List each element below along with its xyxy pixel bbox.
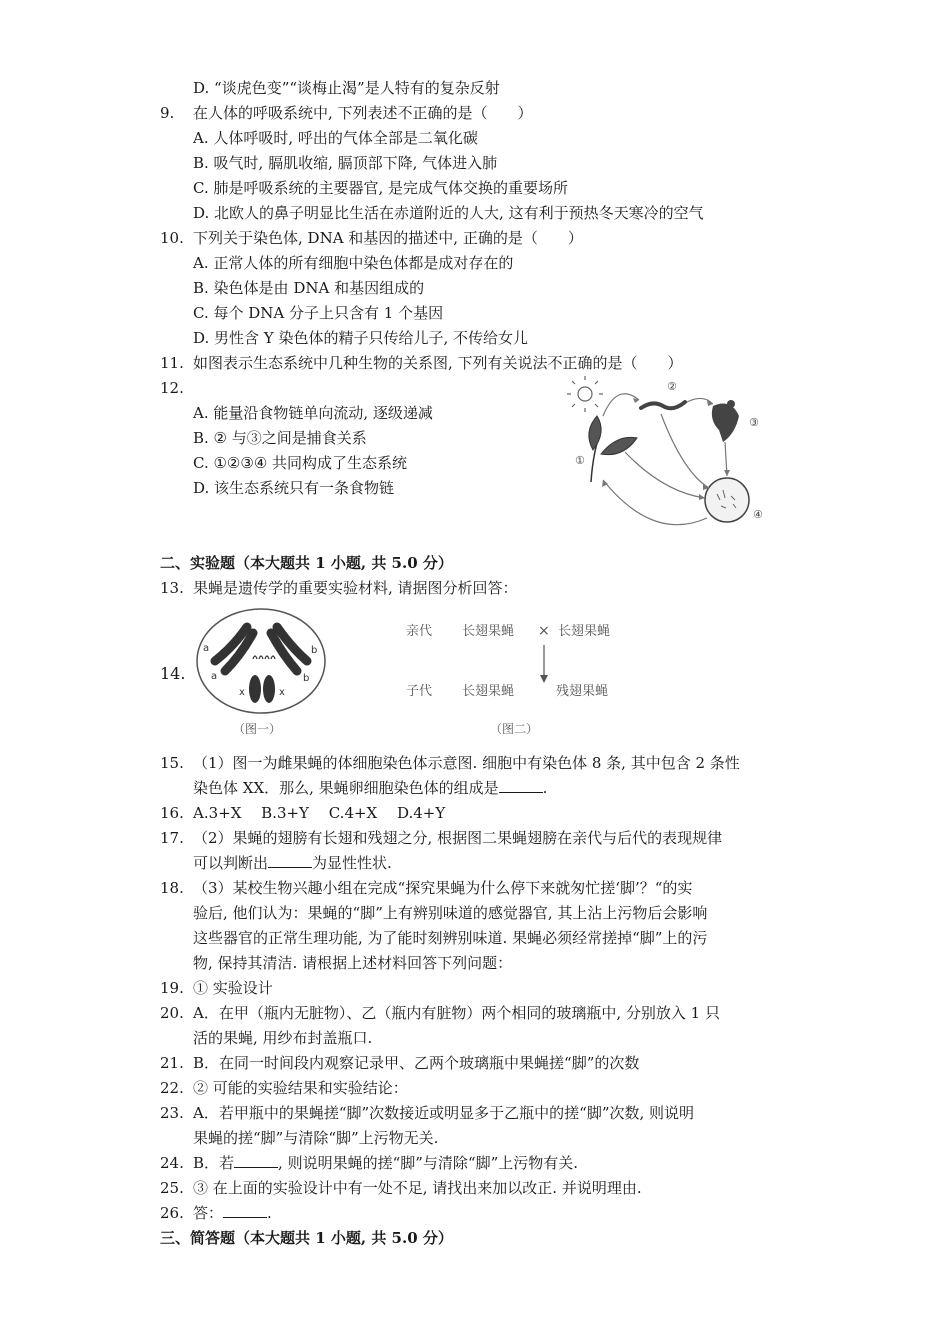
answer-blank[interactable] — [234, 1153, 278, 1168]
question-11: 如图表示生态系统中几种生物的关系图, 下列有关说法不正确的是（ ） — [193, 354, 683, 372]
question-15-line1: （1）图一为雌果蝇的体细胞染色体示意图. 细胞中有染色体 8 条, 其中包含 2 条性 — [193, 754, 740, 772]
question-number: 24. — [160, 1154, 184, 1172]
question-number: 16. — [160, 804, 184, 822]
chrom-label: b — [303, 673, 310, 684]
question-number: 13. — [160, 579, 184, 597]
chromosome — [263, 675, 275, 703]
child-label: 子代 — [406, 684, 433, 699]
chrom-label: a — [203, 643, 210, 654]
fig1-caption: （图一） — [233, 722, 282, 736]
question-18-line1: （3）某校生物兴趣小组在完成“探究果蝇为什么停下来就匆忙搓‘脚’？“的实 — [193, 879, 693, 897]
question-number: 21. — [160, 1054, 184, 1072]
question-number: 18. — [160, 879, 184, 897]
eco-label-4: ④ — [753, 508, 763, 521]
question-22: ② 可能的实验结果和实验结论： — [193, 1079, 408, 1097]
question-18-line3: 这些器官的正常生理功能, 为了能时刻辨别味道. 果蝇必须经常搓掉“脚”上的污 — [193, 929, 708, 947]
chrom-label: x — [279, 687, 285, 698]
question-17-line2 — [193, 853, 392, 873]
question-number: 19. — [160, 979, 184, 997]
question-10: 下列关于染色体, DNA 和基因的描述中, 正确的是（ ） — [193, 229, 583, 247]
question-18-line2: 验后, 他们认为：果蝇的“脚”上有辨别味道的感觉器官, 其上沾上污物后会影响 — [193, 904, 708, 922]
question-17-line1: （2）果蝇的翅膀有长翅和残翅之分, 根据图二果蝇翅膀在亲代与后代的表现规律 — [193, 829, 723, 847]
question-number: 26. — [160, 1204, 184, 1222]
text: . — [542, 779, 548, 797]
q8-option-d: D. “谈虎色变”“谈梅止渴”是人特有的复杂反射 — [193, 79, 500, 97]
ecosystem-figure — [563, 372, 778, 532]
section-3-heading: 三、简答题（本大题共 1 小题, 共 5.0 分） — [160, 1229, 453, 1247]
fly-cross-figure — [400, 615, 640, 740]
cross-symbol: × — [538, 623, 550, 639]
eco-label-2: ② — [667, 380, 677, 393]
q12-option-a: A. 能量沿食物链单向流动, 逐级递减 — [193, 404, 433, 422]
question-9: 在人体的呼吸系统中, 下列表述不正确的是（ ） — [193, 104, 533, 122]
q10-option-b: B. 染色体是由 DNA 和基因组成的 — [193, 279, 425, 297]
question-number: 20. — [160, 1004, 184, 1022]
q9-option-b: B. 吸气时, 膈肌收缩, 膈顶部下降, 气体进入肺 — [193, 154, 498, 172]
question-19: ① 实验设计 — [193, 979, 273, 997]
text: 染色体 XX．那么, 果蝇卵细胞染色体的组成是 — [193, 779, 499, 797]
q10-option-a: A. 正常人体的所有细胞中染色体都是成对存在的 — [193, 254, 514, 272]
question-26 — [193, 1203, 272, 1223]
question-23-line1: A．若甲瓶中的果蝇搓“脚”次数接近或明显多于乙瓶中的搓“脚”次数, 则说明 — [193, 1104, 695, 1122]
q10-option-c: C. 每个 DNA 分子上只含有 1 个基因 — [193, 304, 444, 322]
text: . — [267, 1204, 272, 1222]
plant-icon — [589, 416, 637, 482]
child-right: 残翅果蝇 — [556, 684, 609, 699]
question-21: B．在同一时间段内观察记录甲、乙两个玻璃瓶中果蝇搓“脚”的次数 — [193, 1054, 640, 1072]
question-number: 22. — [160, 1079, 184, 1097]
q12-option-d: D. 该生态系统只有一条食物链 — [193, 479, 395, 497]
answer-blank[interactable] — [223, 1203, 267, 1218]
text: 为显性性状. — [312, 854, 392, 872]
chrom-label: b — [311, 645, 318, 656]
question-20-line2: 活的果蝇, 用纱布封盖瓶口. — [193, 1029, 373, 1047]
question-number: 11. — [160, 354, 184, 372]
question-number: 14. — [160, 664, 186, 683]
question-number: 15. — [160, 754, 184, 772]
question-16: A.3+X B.3+Y C.4+X D.4+Y — [193, 804, 446, 822]
chrom-label: a — [211, 671, 218, 682]
decomposer-icon — [705, 478, 749, 522]
question-23-line2: 果蝇的搓“脚”与清除“脚”上污物无关. — [193, 1129, 439, 1147]
bird-icon — [712, 400, 739, 442]
text: B．若 — [193, 1154, 235, 1172]
question-number: 10. — [160, 229, 184, 247]
q12-option-b: B. ② 与③之间是捕食关系 — [193, 429, 367, 447]
q9-option-a: A. 人体呼吸时, 呼出的气体全部是二氧化碳 — [193, 129, 478, 147]
sun-icon — [567, 376, 603, 412]
question-15-line2 — [193, 778, 547, 798]
q12-option-c: C. ①②③④ 共同构成了生态系统 — [193, 454, 408, 472]
text: 答： — [193, 1204, 224, 1222]
parent-left: 长翅果蝇 — [462, 624, 515, 639]
answer-blank[interactable] — [268, 853, 312, 868]
text: 可以判断出 — [193, 854, 269, 872]
question-number: 9. — [160, 104, 175, 122]
fig2-caption: （图二） — [490, 722, 539, 736]
fly-chromosome-figure — [193, 605, 333, 740]
question-24 — [193, 1153, 578, 1173]
question-number: 17. — [160, 829, 184, 847]
question-18-line4: 物, 保持其清洁. 请根据上述材料回答下列问题： — [193, 954, 513, 972]
parent-right: 长翅果蝇 — [558, 624, 611, 639]
caterpillar-icon — [641, 402, 685, 408]
child-left: 长翅果蝇 — [462, 684, 515, 699]
question-number: 25. — [160, 1179, 184, 1197]
eco-label-3: ③ — [749, 416, 759, 429]
question-number: 12. — [160, 379, 184, 397]
q10-option-d: D. 男性含 Y 染色体的精子只传给儿子, 不传给女儿 — [193, 329, 529, 347]
q9-option-c: C. 肺是呼吸系统的主要器官, 是完成气体交换的重要场所 — [193, 179, 569, 197]
text: , 则说明果蝇的搓“脚”与清除“脚”上污物有关. — [278, 1154, 579, 1172]
question-25: ③ 在上面的实验设计中有一处不足, 请找出来加以改正. 并说明理由. — [193, 1179, 642, 1197]
answer-blank[interactable] — [499, 778, 543, 793]
chromosome — [249, 675, 261, 703]
section-2-heading: 二、实验题（本大题共 1 小题, 共 5.0 分） — [160, 554, 453, 572]
question-number: 23. — [160, 1104, 184, 1122]
q9-option-d: D. 北欧人的鼻子明显比生活在赤道附近的人大, 这有利于预热冬天寒冷的空气 — [193, 204, 704, 222]
eco-label-1: ① — [575, 454, 585, 467]
question-20-line1: A．在甲（瓶内无脏物）、乙（瓶内有脏物）两个相同的玻璃瓶中, 分别放入 1 只 — [193, 1004, 720, 1022]
question-13: 果蝇是遗传学的重要实验材料, 请据图分析回答： — [193, 579, 518, 597]
parent-label: 亲代 — [406, 624, 433, 639]
chrom-label: x — [239, 687, 245, 698]
